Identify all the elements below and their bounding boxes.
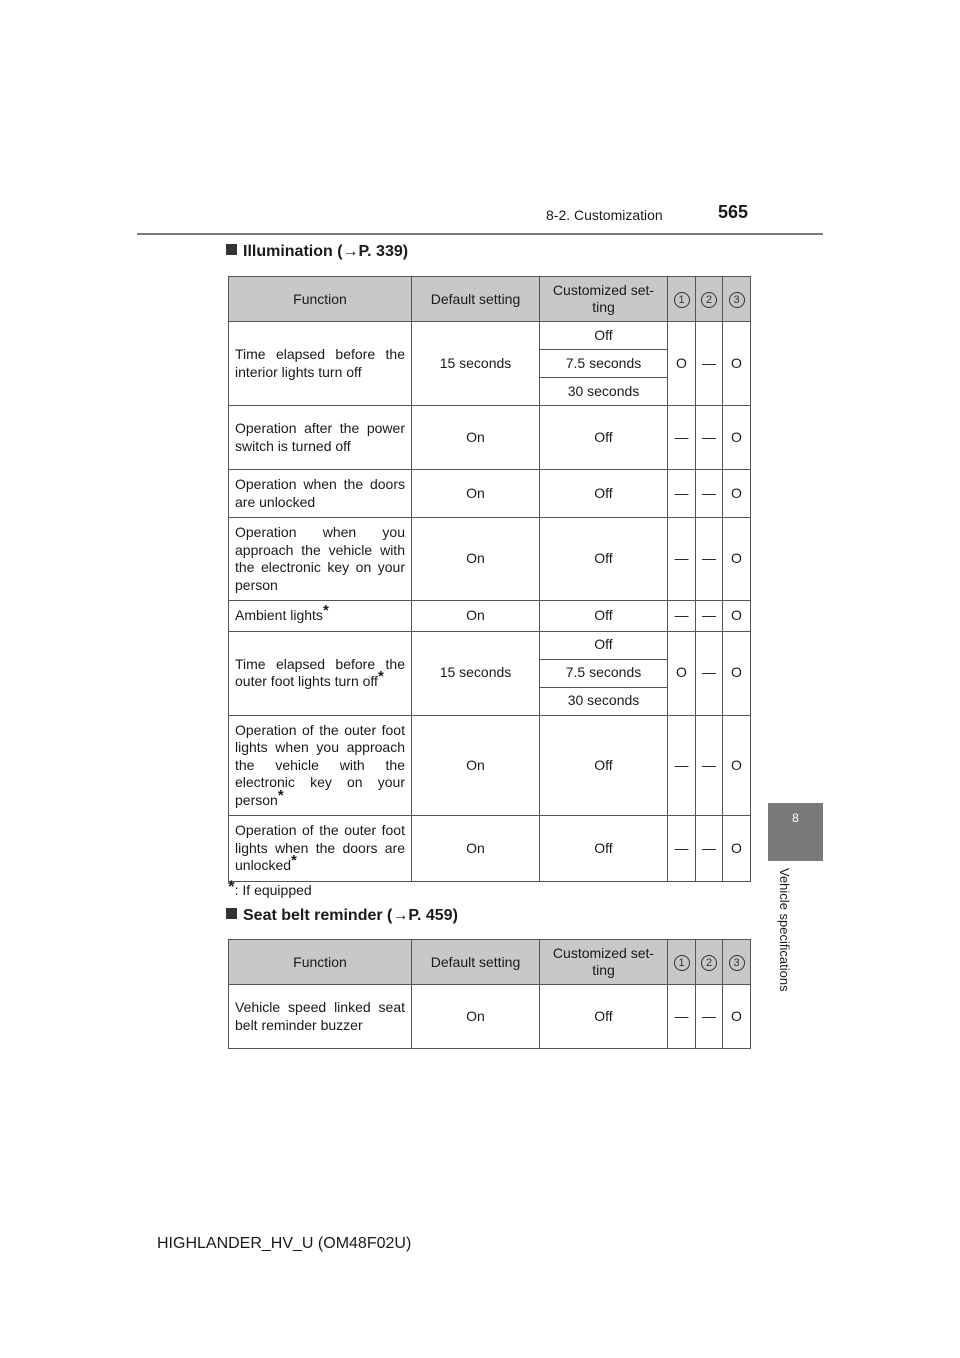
col1-cell: O <box>668 322 696 406</box>
column-1-header <box>668 277 696 322</box>
custom-cell: 7.5 seconds <box>540 659 668 687</box>
table-row <box>229 601 751 632</box>
footnote: *: If equipped <box>228 877 312 898</box>
table-row <box>229 518 751 601</box>
document-code: HIGHLANDER_HV_U (OM48F02U) <box>157 1235 412 1252</box>
col1-cell: O <box>668 631 696 715</box>
default-cell: On <box>412 406 540 470</box>
custom-cell: Off <box>540 470 668 518</box>
col2-cell: — <box>696 985 723 1049</box>
custom-cell: 7.5 seconds <box>540 350 668 378</box>
table-row <box>229 816 751 882</box>
custom-cell: Off <box>540 601 668 632</box>
col2-cell: — <box>696 470 723 518</box>
col1-cell: — <box>668 715 696 816</box>
asterisk-mark: * <box>377 668 384 685</box>
col3-cell: O <box>723 470 751 518</box>
default-cell: On <box>412 470 540 518</box>
arrow-icon: → <box>392 907 409 924</box>
column-2-header <box>696 277 723 322</box>
table-row <box>229 322 751 350</box>
custom-cell: Off <box>540 406 668 470</box>
circled-1-icon: 1 <box>674 292 690 308</box>
col2-cell: — <box>696 406 723 470</box>
circled-3-icon: 3 <box>729 292 745 308</box>
function-cell: Operation when the doors are unlocked <box>229 470 412 518</box>
chapter-label: Vehicle specifications <box>777 868 792 992</box>
square-bullet-icon <box>226 908 237 919</box>
arrow-icon: → <box>342 243 359 260</box>
chapter-tab <box>768 803 823 861</box>
footnote-asterisk: * <box>228 877 235 896</box>
circled-1-icon: 1 <box>674 955 690 971</box>
custom-cell: Off <box>540 715 668 816</box>
default-cell: On <box>412 985 540 1049</box>
header-rule <box>137 233 823 235</box>
circled-3-icon: 3 <box>729 955 745 971</box>
function-cell: Vehicle speed linked seat belt reminder buzzer <box>229 985 412 1049</box>
function-cell: Operation when you approach the vehicle with the electronic key on your person <box>229 518 412 601</box>
function-header: Function <box>229 277 412 322</box>
default-setting-header: Default setting <box>412 940 540 985</box>
col1-cell: — <box>668 816 696 882</box>
col3-cell: O <box>723 631 751 715</box>
table-header-row <box>229 277 751 322</box>
function-cell: Time elapsed before the outer foot lights turn off* <box>229 631 412 715</box>
asterisk-mark: * <box>277 786 284 804</box>
custom-cell: 30 seconds <box>540 378 668 406</box>
col1-cell: — <box>668 406 696 470</box>
custom-cell: Off <box>540 322 668 350</box>
col2-cell: — <box>696 322 723 406</box>
section-title-illumination: Illumination (→P. 339) <box>226 243 408 261</box>
column-1-header <box>668 940 696 985</box>
col1-cell: — <box>668 470 696 518</box>
col3-cell: O <box>723 985 751 1049</box>
illumination-table <box>228 276 751 882</box>
function-cell: Operation of the outer foot lights when you approach the vehicle with the electronic key on your person* <box>229 715 412 816</box>
col1-cell: — <box>668 601 696 632</box>
col2-cell: — <box>696 715 723 816</box>
table-row <box>229 470 751 518</box>
table-row <box>229 715 751 816</box>
function-header: Function <box>229 940 412 985</box>
custom-cell: Off <box>540 985 668 1049</box>
custom-cell: Off <box>540 816 668 882</box>
custom-cell: Off <box>540 518 668 601</box>
table-header-row <box>229 940 751 985</box>
page-number: 565 <box>718 202 749 222</box>
col3-cell: O <box>723 816 751 882</box>
col1-cell: — <box>668 985 696 1049</box>
customized-setting-header: Customized set-ting <box>540 277 668 322</box>
default-cell: 15 seconds <box>412 322 540 406</box>
col3-cell: O <box>723 322 751 406</box>
col3-cell: O <box>723 715 751 816</box>
default-cell: On <box>412 601 540 632</box>
circled-2-icon: 2 <box>701 292 717 308</box>
col2-cell: — <box>696 631 723 715</box>
table-row <box>229 406 751 470</box>
chapter-number: 8 <box>792 811 799 825</box>
column-2-header <box>696 940 723 985</box>
col2-cell: — <box>696 518 723 601</box>
section-title-seatbelt: Seat belt reminder (→P. 459) <box>226 907 458 925</box>
default-cell: On <box>412 518 540 601</box>
function-cell: Operation of the outer foot lights when the doors are unlocked* <box>229 816 412 882</box>
asterisk-mark: * <box>322 602 329 619</box>
asterisk-mark: * <box>291 852 297 869</box>
custom-cell: 30 seconds <box>540 687 668 715</box>
column-3-header <box>723 277 751 322</box>
column-3-header <box>723 940 751 985</box>
col3-cell: O <box>723 601 751 632</box>
table-row <box>229 631 751 659</box>
col3-cell: O <box>723 406 751 470</box>
circled-2-icon: 2 <box>701 955 717 971</box>
square-bullet-icon <box>226 244 237 255</box>
col2-cell: — <box>696 601 723 632</box>
default-setting-header: Default setting <box>412 277 540 322</box>
col1-cell: — <box>668 518 696 601</box>
header-section: 8-2. Customization <box>546 207 663 223</box>
col3-cell: O <box>723 518 751 601</box>
function-cell: Operation after the power switch is turned off <box>229 406 412 470</box>
function-cell: Time elapsed before the interior lights turn off <box>229 322 412 406</box>
col2-cell: — <box>696 816 723 882</box>
default-cell: On <box>412 715 540 816</box>
table-row <box>229 985 751 1049</box>
custom-cell: Off <box>540 631 668 659</box>
customized-setting-header: Customized set-ting <box>540 940 668 985</box>
function-cell: Ambient lights* <box>229 601 412 632</box>
seatbelt-table <box>228 939 751 1049</box>
default-cell: On <box>412 816 540 882</box>
default-cell: 15 seconds <box>412 631 540 715</box>
